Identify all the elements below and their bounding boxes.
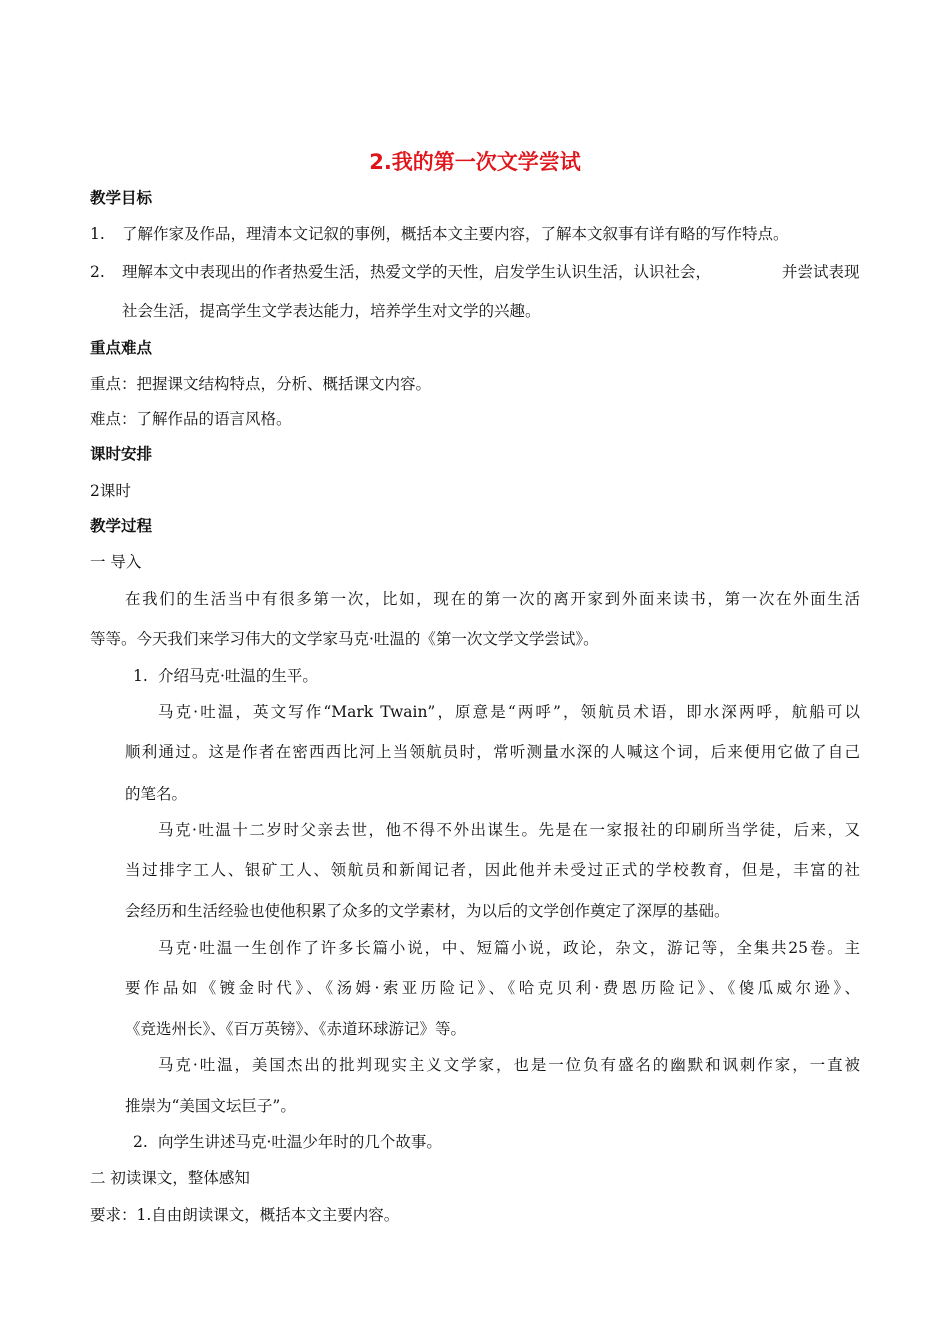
goal-1-number: 1.: [90, 225, 105, 243]
bio-paragraph-2-line-2: 当过排字工人、银矿工人、领航员和新闻记者，因此他并未受过正式的学校教育，但是，丰富的社: [125, 861, 860, 879]
goal-1-text: 了解作家及作品，理清本文记叙的事例，概括本文主要内容，了解本文叙事有详有略的写作特点。: [122, 225, 789, 243]
bio-paragraph-3-line-2: 要作品如《镀金时代》、《汤姆·索亚历险记》、《哈克贝利·费恩历险记》、《傻瓜威尔逊》、: [125, 979, 860, 997]
read-heading: 二 初读课文，整体感知: [90, 1169, 250, 1187]
process-heading: 教学过程: [90, 517, 153, 535]
requirement-text: 要求：1.自由朗读课文，概括本文主要内容。: [90, 1206, 400, 1224]
item-1-number: 1.: [133, 667, 148, 685]
bio-paragraph-3-line-1: 马克·吐温一生创作了许多长篇小说，中、短篇小说，政论，杂文，游记等，全集共25卷。主: [158, 939, 860, 957]
key-points-heading: 重点难点: [90, 339, 153, 357]
bio-paragraph-3-line-3: 《竞选州长》、《百万英镑》、《赤道环球游记》等。: [125, 1020, 467, 1038]
goal-2-number: 2.: [90, 263, 105, 281]
bio-paragraph-4-line-1: 马克·吐温，美国杰出的批判现实主义文学家，也是一位负有盛名的幽默和讽刺作家，一直被: [158, 1056, 860, 1074]
bio-paragraph-2-line-3: 会经历和生活经验也使他积累了众多的文学素材，为以后的文学创作奠定了深厚的基础。: [125, 902, 730, 920]
bio-paragraph-1-line-2: 顺利通过。这是作者在密西西比河上当领航员时，常听测量水深的人喊这个词，后来便用它做了自己: [125, 743, 860, 761]
key-point: 重点：把握课文结构特点，分析、概括课文内容。: [90, 375, 432, 393]
difficult-point: 难点：了解作品的语言风格。: [90, 410, 292, 428]
bio-paragraph-2-line-1: 马克·吐温十二岁时父亲去世，他不得不外出谋生。先是在一家报社的印刷所当学徒，后来，又: [158, 821, 860, 839]
bio-paragraph-1-line-1: 马克·吐温，英文写作“Mark Twain”，原意是“两呼”，领航员术语，即水深两呼，航船可以: [158, 703, 860, 721]
schedule-text: 2课时: [90, 482, 131, 500]
intro-heading: 一 导入: [90, 553, 142, 571]
item-2-text: 向学生讲述马克·吐温少年时的几个故事。: [158, 1133, 442, 1151]
bio-paragraph-4-line-2: 推崇为“美国文坛巨子”。: [125, 1097, 296, 1115]
schedule-heading: 课时安排: [90, 445, 153, 463]
item-2-number: 2.: [133, 1133, 148, 1151]
goal-2-text-c: 社会生活，提高学生文学表达能力，培养学生对文学的兴趣。: [122, 302, 541, 320]
goal-2-text-a: 理解本文中表现出的作者热爱生活，热爱文学的天性，启发学生认识生活，认识社会，: [122, 263, 712, 281]
intro-paragraph-line-1: 在我们的生活当中有很多第一次，比如，现在的第一次的离开家到外面来读书，第一次在外面生活: [125, 590, 860, 608]
goals-heading: 教学目标: [90, 189, 153, 207]
goal-2-text-b: 并尝试表现: [782, 263, 860, 281]
item-1-text: 介绍马克·吐温的生平。: [158, 667, 318, 685]
bio-paragraph-1-line-3: 的笔名。: [125, 785, 188, 803]
document-title: 2.我的第一次文学尝试: [369, 150, 581, 174]
intro-paragraph-line-2: 等等。今天我们来学习伟大的文学家马克·吐温的《第一次文学文学尝试》。: [90, 630, 599, 648]
